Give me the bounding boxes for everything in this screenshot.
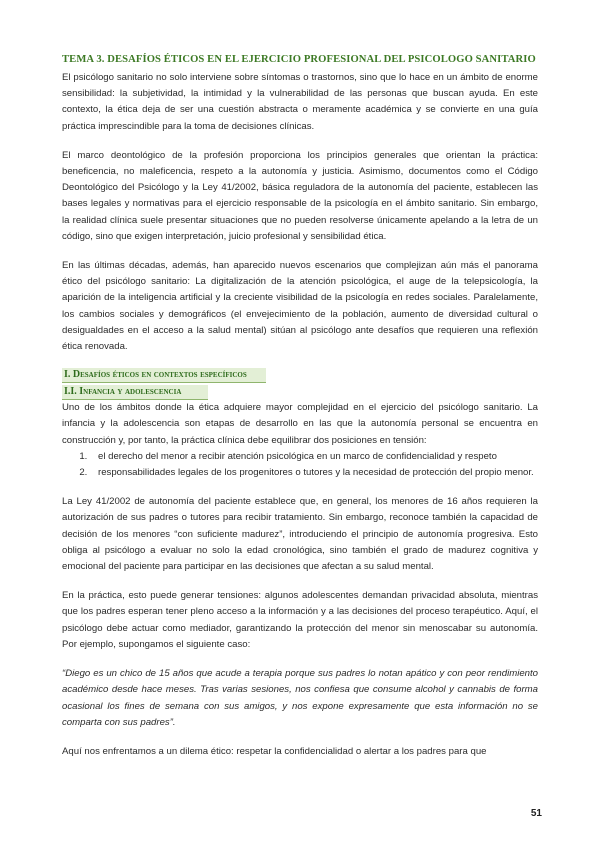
paragraph-gap (62, 653, 538, 666)
list-item: 2. responsabilidades legales de los progenitores o tutores y la necesidad de protección del propio menor. (90, 465, 538, 481)
paragraph-gap (62, 481, 538, 494)
paragraph-intro: El psicólogo sanitario no solo interviene sobre síntomas o trastornos, sino que lo hace en un ámbito de enorme sensibilidad: la subjetividad, la intimidad y la vulnerabilidad de las personas que buscan ayuda. En este contexto, la ética deja de ser una cuestión abstracta o meramente académica y se convierte en una guía práctica imprescindible para la toma de decisiones clínicas. (62, 72, 538, 132)
paragraph-childhood: Uno de los ámbitos donde la ética adquiere mayor complejidad en el ejercicio del psicólogo sanitario. La infancia y la adolescencia son etapas de desarrollo en las que la autonomía personal se encuentra en construcción y, por tanto, la práctica clínica debe equilibrar dos posiciones en tensión: (62, 402, 538, 446)
paragraph-gap (62, 731, 538, 744)
paragraph-new-scenarios: En las últimas décadas, además, han aparecido nuevos escenarios que complejizan aún más el panorama ético del psicólogo sanitario: La digitalización de la atención psicológica, el auge de la telepsicología, la aparición de la inteligencia artificial y la creciente visibilidad de la psicología en redes sociales. Paralelamente, los cambios sociales y demográficos (el envejecimiento de la población, aumento de diversidad cultural o desigualdades en el acceso a la salud mental) sitúan al psicólogo ante desafíos que requieren una reflexión ética renovada. (62, 260, 538, 353)
paragraph-dilemma: Aquí nos enfrentamos a un dilema ético: respetar la confidencialidad o alertar a los padres para que (62, 745, 487, 757)
paragraph-gap (62, 355, 538, 368)
list-item: 1. el derecho del menor a recibir atención psicológica en un marco de confidencialidad y respeto (90, 449, 538, 465)
paragraph-deontological-framework: El marco deontológico de la profesión proporciona los principios generales que orientan la práctica: beneficencia, no maleficencia, respeto a la autonomía y justicia. Asimismo, documentos como el Código Deontológico del Psicólogo y la Ley 41/2002, básica reguladora de la autonomía del paciente, establecen las bases legales y normativas para el ejercicio responsable de la psicología en el ámbito sanitario. Sin embargo, la realidad clínica suele presentar situaciones que no pueden resolverse únicamente apelando a la letra de un código, sino que exigen interpretación, juicio profesional y sensibilidad ética. (62, 149, 538, 242)
paragraph-gap (62, 135, 538, 148)
case-quote: “Diego es un chico de 15 años que acude a terapia porque sus padres lo notan apático y con peor rendimiento académico desde hace meses. Tras varias sesiones, nos confiesa que consume alcohol y cannabis de forma ocasional los fines de semana con sus amigos, y nos expone expresamente que esta información no se comparta con sus padres”. (62, 668, 538, 728)
paragraph-practice: En la práctica, esto puede generar tensiones: algunos adolescentes demandan privacidad absoluta, mientras que los padres esperan tener pleno acceso a la información y a las decisiones del proceso terapéutico. Aquí, el psicólogo debe actuar como mediador, garantizando la protección del menor sin menoscabar su autonomía. Por ejemplo, supongamos el siguiente caso: (62, 590, 538, 650)
tension-list (62, 449, 538, 481)
subsection-heading: I.I. Infancia y adolescencia (62, 385, 208, 400)
paragraph-gap (62, 245, 538, 258)
chapter-title: TEMA 3. DESAFÍOS ÉTICOS EN EL EJERCICIO PROFESIONAL DEL PSICOLOGO SANITARIO (62, 54, 536, 65)
page-number: 51 (530, 808, 542, 819)
section-heading: I. Desafíos éticos en contextos específicos (62, 368, 266, 383)
paragraph-gap (62, 575, 538, 588)
paragraph-law: La Ley 41/2002 de autonomía del paciente establece que, en general, los menores de 16 años requieren la autorización de sus padres o tutores para recibir tratamiento. Sin embargo, reconoce también la capacidad de decisión de los menores “con suficiente madurez”, introduciendo el principio de autonomía progresiva. Esto obliga al psicólogo a evaluar no solo la edad cronológica, sino también el grado de madurez cognitiva y emocional del paciente para participar en las decisiones que afectan a su salud mental. (62, 496, 538, 573)
